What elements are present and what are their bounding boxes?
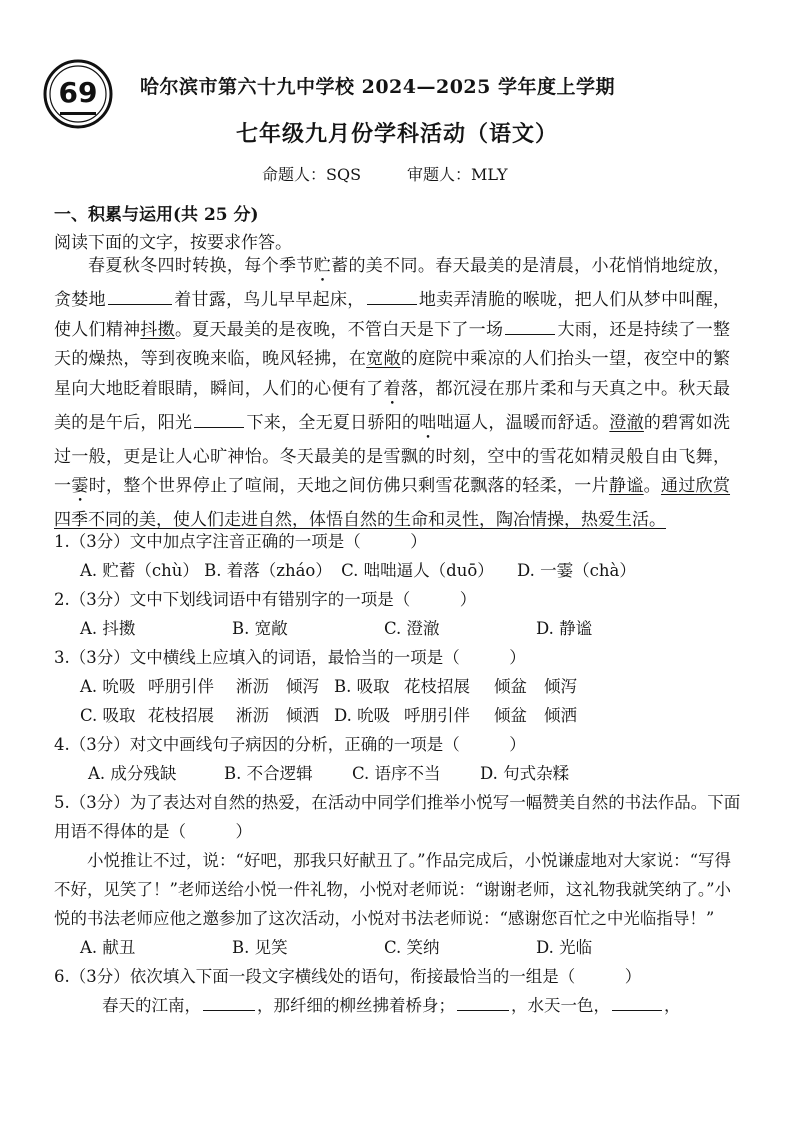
q6-blank-1[interactable]: [203, 994, 255, 1012]
q3-options-row1: A. 吮吸 呼朋引伴 淅沥 倾泻 B. 吸取 花枝招展 倾盆 倾泻: [54, 672, 744, 701]
option-d[interactable]: D. 静谧: [536, 619, 593, 638]
option-c[interactable]: C. 咄咄逼人（duō）: [341, 561, 494, 580]
underlined-sentence: 通过欣赏四季不同的美，使人们走进自然，体悟自然的生命和灵性，陶冶情操，热爱生活。: [54, 476, 731, 530]
option-c[interactable]: C. 笑纳: [384, 938, 440, 957]
option-a[interactable]: A. 成分残缺: [88, 764, 177, 783]
q4-options: [54, 759, 744, 788]
q5-scenario: 小悦推让不过，说：“好吧，那我只好献丑了。”作品完成后，小悦谦虚地对大家说：“写得不好，见笑了！”老师送给小悦一件礼物，小悦对老师说：“谢谢老师，这礼物我就笑纳了。”小悦的书法老师应他之邀参加了这次活动，小悦对书法老师说：“感谢您百忙之中光临指导！”: [54, 851, 732, 928]
option-d[interactable]: D. 句式杂糅: [480, 764, 570, 783]
option-a[interactable]: A. 抖擞: [80, 619, 136, 638]
setter: 命题人：SQS: [262, 165, 362, 184]
option-b[interactable]: B. 宽敞: [232, 619, 288, 638]
svg-text:69: 69: [58, 76, 98, 109]
option-d[interactable]: D. 一霎（chà）: [517, 561, 636, 580]
option-a[interactable]: A. 献丑: [80, 938, 136, 957]
q6-blank-3[interactable]: [612, 994, 662, 1012]
q6-passage: 春天的江南， ，那纤细的柳丝拂着桥身； ，水天一色， ，: [54, 991, 744, 1020]
question-1: 1.（3分）文中加点字注音正确的一项是（ ）: [54, 532, 427, 551]
authors-line: [262, 162, 508, 185]
exam-title: 七年级九月份学科活动（语文）: [235, 121, 558, 147]
option-c[interactable]: C. 澄澈: [384, 619, 440, 638]
question-3: 3.（3分）文中横线上应填入的词语，最恰当的一项是（ ）: [54, 648, 526, 667]
q1-options: [54, 556, 744, 585]
option-d[interactable]: D. 光临: [536, 938, 593, 957]
dotted-char: 贮: [313, 256, 332, 276]
underlined-word: 宽敞: [366, 349, 401, 369]
underlined-word: 静谧: [608, 476, 644, 496]
section-title: 一、积累与运用(共 25 分): [54, 205, 259, 225]
question-6: 6.（3分）依次填入下面一段文字横线处的语句，衔接最恰当的一组是（ ）: [54, 967, 642, 986]
option-b[interactable]: B. 不合逻辑: [224, 764, 313, 783]
passage-paragraph: 春夏秋冬四时转换，每个季节贮蓄的美不同。春天最美的是清晨，小花悄悄地绽放，贪婪地 着甘露，鸟儿早早起床， 地卖弄清脆的喉咙，把人们从梦中叫醒，使人们精神抖擞。夏天最美的是夜晚，不管白天是下了一场 大雨，还是持续了一整天的燥热，等到夜晚来临，晚风轻拂，在宽敞的庭院中乘凉的人们抬头一望，夜空中的繁星向大地眨着眼睛，瞬间，人们的心便有了着落，都沉浸在那片柔和与天真之中。秋天最美的是午后，阳光 下来，全无夏日骄阳的咄咄逼人，温暖而舒适。澄澈的碧霄如洗过一般，更是让人心旷神怡。冬天最美的是雪飘的时刻，空中的雪花如精灵般自由飞舞，一霎时，整个世界停止了喧闹，天地之间仿佛只剩雪花飘落的轻柔，一片静谧。通过欣赏四季不同的美，使人们走进自然，体悟自然的生命和灵性，陶冶情操，热爱生活。: [54, 256, 731, 530]
option-d[interactable]: D. 吮吸: [334, 706, 391, 725]
option-b[interactable]: B. 见笑: [232, 938, 288, 957]
option-b[interactable]: B. 吸取: [334, 677, 390, 696]
fill-blank-2[interactable]: [367, 287, 417, 305]
option-c[interactable]: C. 语序不当: [352, 764, 441, 783]
option-a[interactable]: A. 贮蓄（chù）: [80, 561, 199, 580]
underlined-word: 澄澈: [609, 412, 644, 433]
q5-options: [54, 933, 744, 962]
q2-options: [54, 614, 744, 643]
fill-blank-3[interactable]: [505, 317, 555, 335]
underlined-word: 抖擞: [140, 319, 175, 340]
reviewer: 审题人：MLY: [407, 165, 508, 184]
question-list: [54, 527, 744, 1020]
option-c[interactable]: C. 吸取: [80, 706, 136, 725]
dotted-char: 霎: [71, 476, 89, 496]
question-2: 2.（3分）文中下划线词语中有错别字的一项是（ ）: [54, 590, 477, 609]
q6-blank-2[interactable]: [457, 994, 509, 1012]
reading-passage: [54, 252, 730, 536]
option-b[interactable]: B. 着落（zháo）: [204, 561, 332, 580]
dotted-char: 咄: [419, 412, 437, 433]
fill-blank-4[interactable]: [194, 410, 244, 428]
question-4: 4.（3分）对文中画线句子病因的分析，正确的一项是（ ）: [54, 735, 526, 754]
school-name: 哈尔滨市第六十九中学校 2024—2025 学年度上学期: [140, 76, 615, 98]
dotted-char: 着: [383, 378, 401, 399]
section-instruction: 阅读下面的文字，按要求作答。: [54, 233, 292, 253]
option-a[interactable]: A. 吮吸: [80, 677, 136, 696]
fill-blank-1[interactable]: [108, 287, 172, 305]
question-5: 5.（3分）为了表达对自然的热爱，在活动中同学们推举小悦写一幅赞美自然的书法作品。下面用语不得体的是（ ）: [54, 793, 741, 841]
q3-options-row2: C. 吸取 花枝招展 淅沥 倾洒 D. 吮吸 呼朋引伴 倾盆 倾洒: [54, 701, 744, 730]
